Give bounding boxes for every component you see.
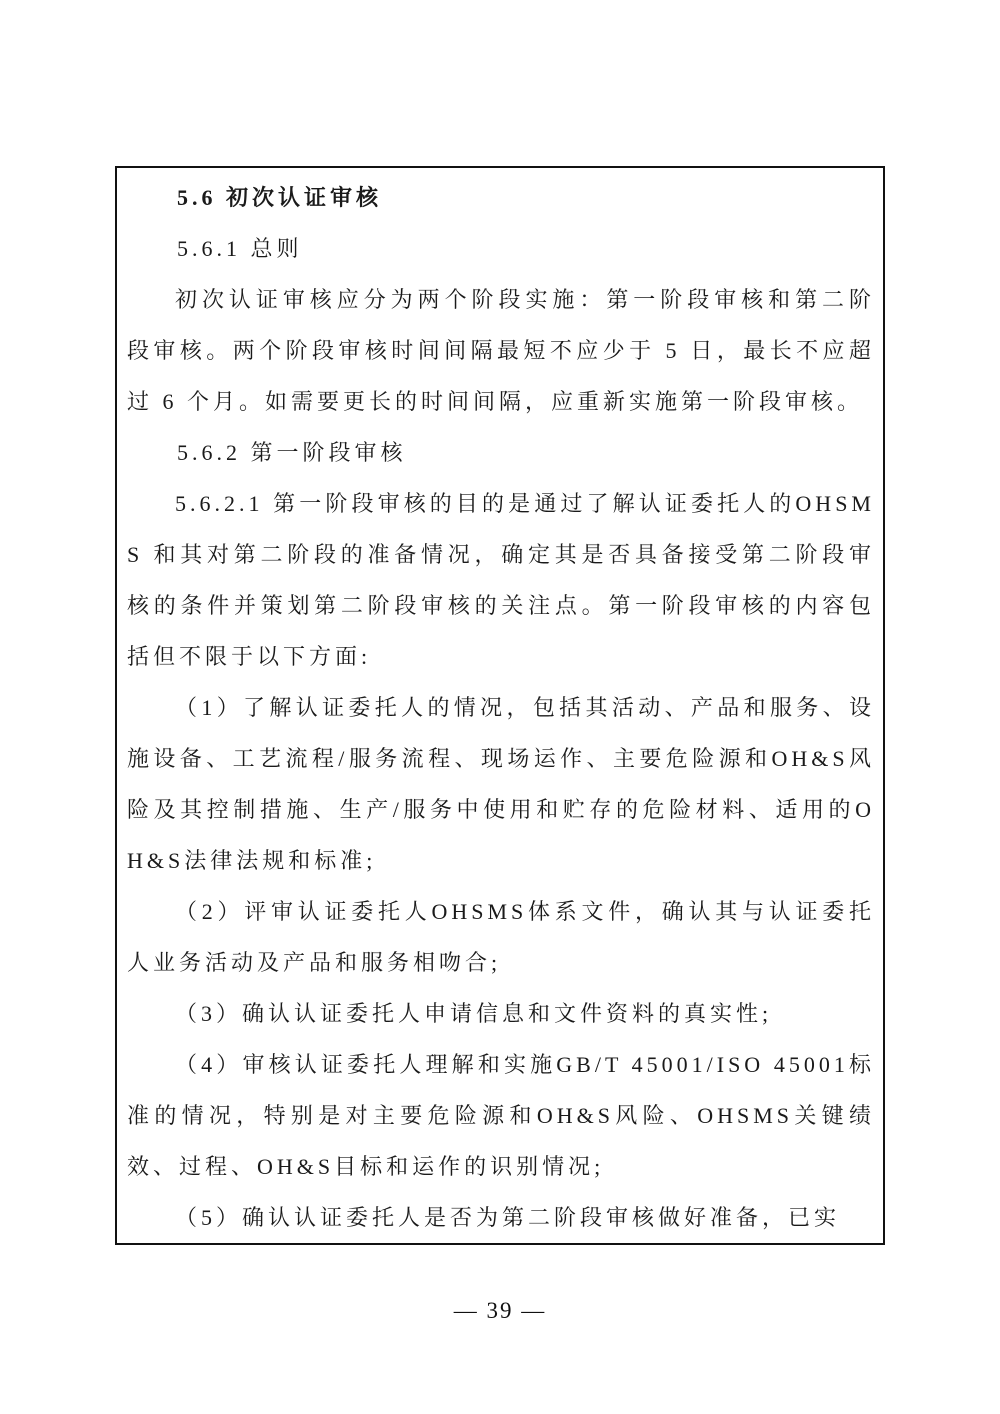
paragraph: 5.6.2 第一阶段审核 — [177, 440, 407, 465]
paragraph: 5.6.1 总则 — [177, 236, 303, 261]
content-border-frame — [115, 166, 885, 1245]
paragraph-list — [127, 172, 875, 1243]
paragraph: （1）了解认证委托人的情况，包括其活动、产品和服务、设施设备、工艺流程/服务流程、现场运作、主要危险源和OH&S风险及其控制措施、生产/服务中使用和贮存的危险材料、适用的OH&S法律法规和标准; — [127, 695, 875, 873]
paragraph: （5）确认认证委托人是否为第二阶段审核做好准备，已实 — [175, 1205, 841, 1230]
page-number: — 39 — — [453, 1298, 547, 1323]
paragraph: （3）确认认证委托人申请信息和文件资料的真实性; — [175, 1001, 773, 1026]
paragraph: （2）评审认证委托人OHSMS体系文件，确认其与认证委托人业务活动及产品和服务相吻合; — [127, 899, 875, 975]
paragraph: 5.6.2.1 第一阶段审核的目的是通过了解认证委托人的OHSMS 和其对第二阶段的准备情况，确定其是否具备接受第二阶段审核的条件并策划第二阶段审核的关注点。第一阶段审核的内容包括但不限于以下方面: — [127, 491, 875, 669]
paragraph: 初次认证审核应分为两个阶段实施：第一阶段审核和第二阶段审核。两个阶段审核时间间隔最短不应少于 5 日，最长不应超过 6 个月。如需要更长的时间间隔，应重新实施第一阶段审核。 — [127, 287, 875, 414]
paragraph: （4）审核认证委托人理解和实施GB/T 45001/ISO 45001标准的情况，特别是对主要危险源和OH&S风险、OHSMS关键绩效、过程、OH&S目标和运作的识别情况; — [127, 1052, 875, 1179]
paragraph: 5.6 初次认证审核 — [177, 185, 383, 210]
